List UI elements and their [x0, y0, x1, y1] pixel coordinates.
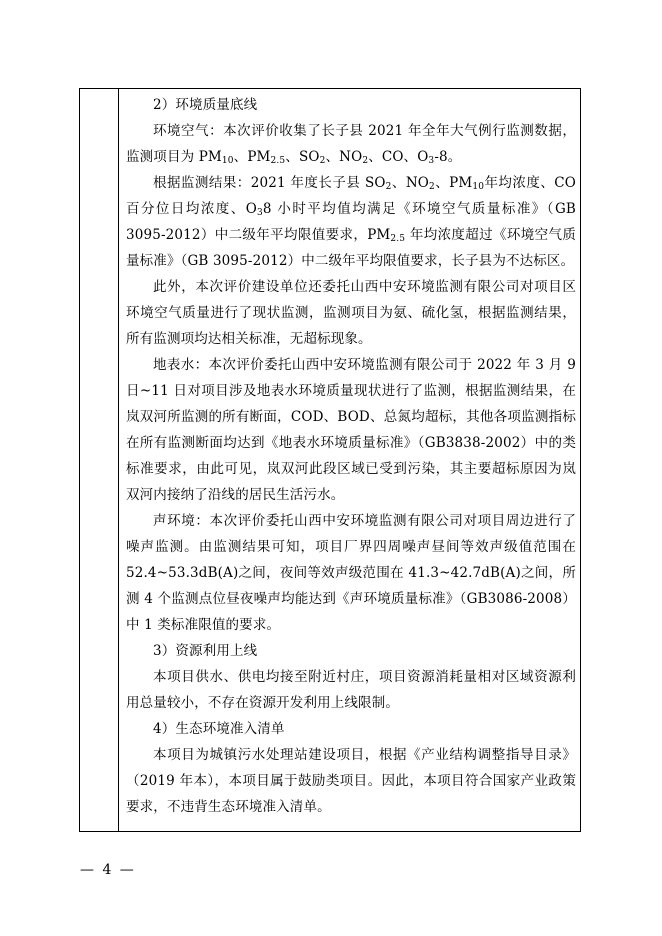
noise-paragraph: 声环境：本次评价委托山西中安环境监测有限公司对项目周边进行了噪声监测。由监测结果可知，项目厂界四周噪声昼间等效声级值范围在 52.4~53.3dB(A)之间，夜间等效声级范围在 41.3~42.7dB(A)之间，所测 4 个监测点位昼夜噪声均能达到《声环境质量标准》（GB3086-2008）中 1 类标准限值的要求。 — [126, 513, 576, 633]
surface-water-paragraph: 地表水：本次评价委托山西中安环境监测有限公司于 2022 年 3 月 9 日~11 日对项目涉及地表水环境质量现状进行了监测，根据监测结果，在岚双河所监测的所有断面，COD、BOD、总氮均超标，其他各项监测指标在所有监测断面均达到《地表水环境质量标准》（GB3838-2002）中的类标准要求，由此可见，岚双河此段区域已受到污染，其主要超标原因为岚双河内接纳了沿线的居民生活污水。 — [126, 357, 576, 503]
content-table — [79, 88, 581, 832]
air-paragraph-2: 根据监测结果：2021 年度长子县 $SO_2$、$NO_2$、$PM_{10}$年均浓度、CO 百分位日均浓度、$O_38$ 小时平均值均满足《环境空气质量标准》（GB 3095-2012）中二级年平均限值要求，$PM_{2.5}$ 年均浓度超过《环境空气质量标准》（GB 3095-2012）中二级年平均限值要求，长子县为不达标区。 — [126, 175, 576, 269]
eco-heading: 4）生态环境准入清单 — [153, 721, 285, 737]
air-paragraph-1: 环境空气：本次评价收集了长子县 2021 年全年大气例行监测数据，监测项目为 $PM_{10}$、$PM_{2.5}$、$SO_2$、$NO_2$、CO、$O_3-8$。 — [126, 123, 576, 166]
resource-paragraph: 本项目供水、供电均接至附近村庄，项目资源消耗量相对区域资源利用总量较小，不存在资源开发利用上线限制。 — [126, 669, 576, 711]
table-divider — [118, 89, 119, 831]
eco-paragraph: 本项目为城镇污水处理站建设项目，根据《产业结构调整指导目录》（2019 年本），本项目属于鼓励类项目。因此，本项目符合国家产业政策要求，不违背生态环境准入清单。 — [126, 747, 576, 815]
env-quality-heading: 2）环境质量底线 — [153, 97, 258, 113]
resource-heading: 3）资源利用上线 — [153, 643, 258, 659]
table-content-cell — [126, 92, 576, 820]
page-number: — 4 — — [80, 862, 136, 878]
air-paragraph-3: 此外，本次评价建设单位还委托山西中安环境监测有限公司对项目区环境空气质量进行了现状监测，监测项目为氨、硫化氢，根据监测结果，所有监测项均达相关标准，无超标现象。 — [126, 279, 576, 347]
